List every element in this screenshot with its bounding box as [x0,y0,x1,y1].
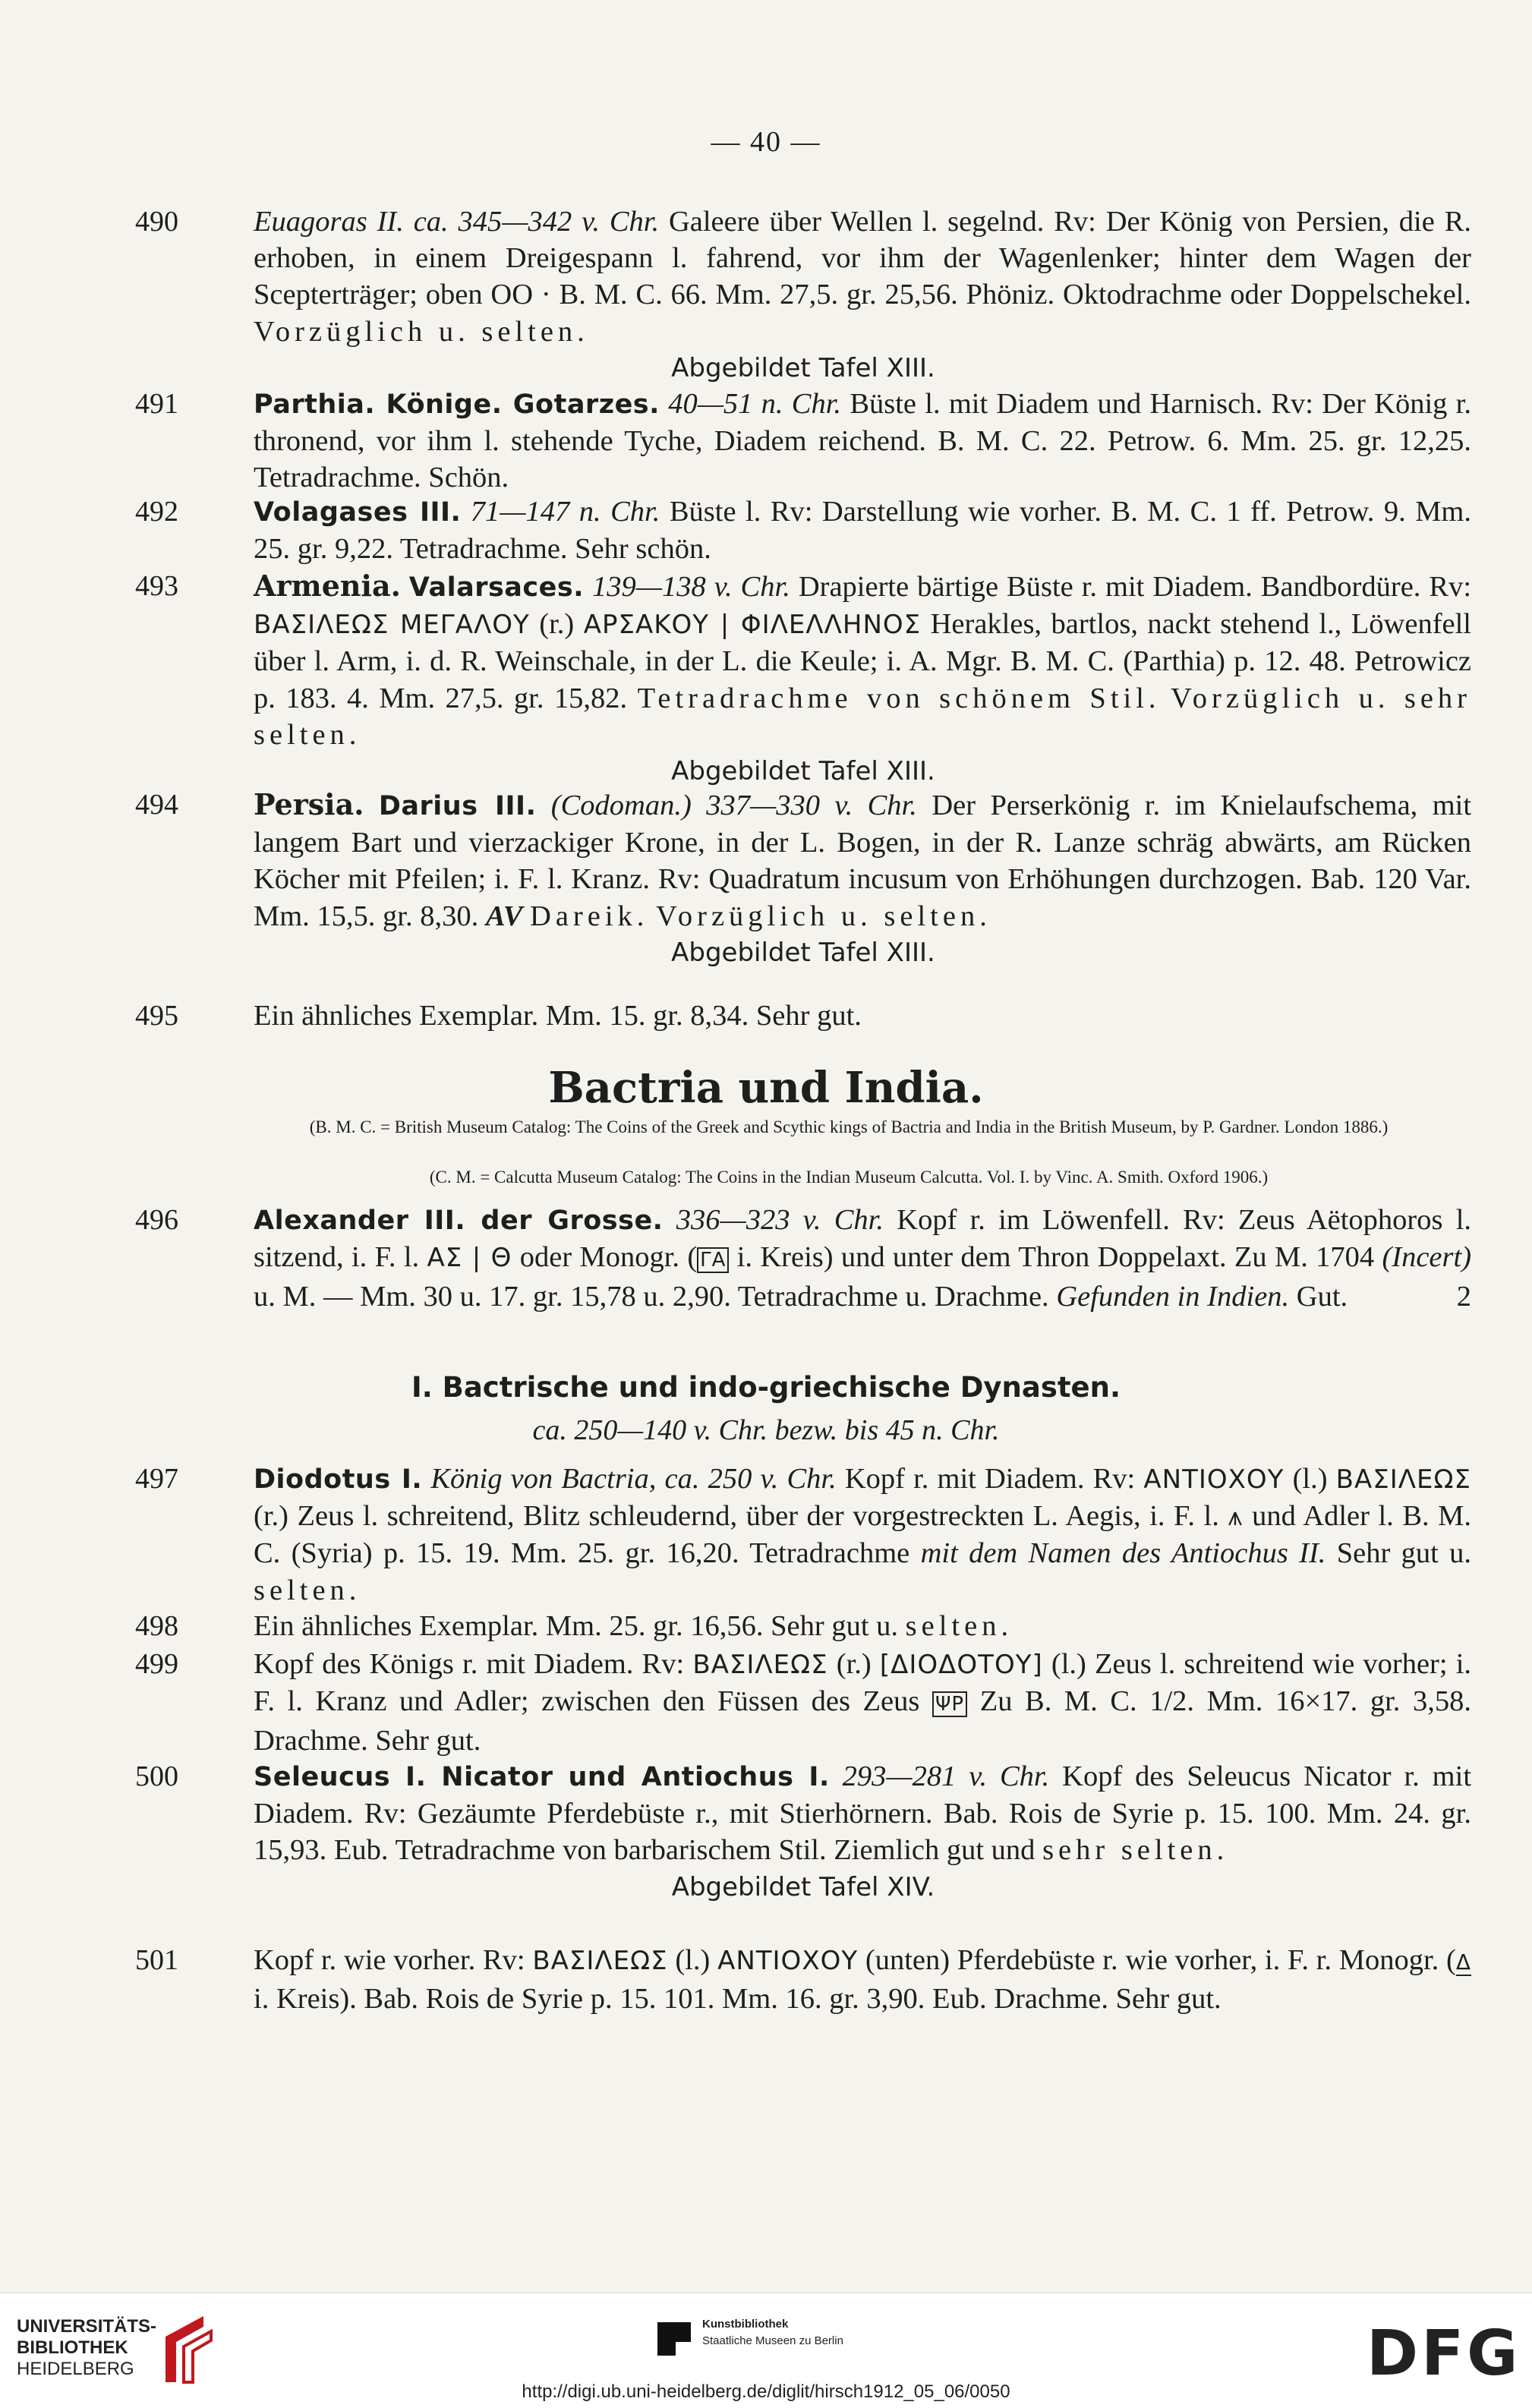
entry-text: (l.) [1292,1463,1328,1495]
metal-symbol: AV [485,900,523,932]
entry-text: Zu B. M. C. 1/2. Mm. 16×17. gr. 3,58. Drachme. Sehr gut. [254,1685,1471,1757]
catalog-entry-499 [135,1646,1471,1760]
entry-text: (r.) [539,608,575,641]
greek-legend: ΑΝΤΙΟΧΟΥ [1143,1464,1285,1495]
entry-text: Galeere über Wellen l. segelnd. Rv: Der König von Persien, die R. erhoben, in einem Dreigespann l. fahrend, vor ihm der Wagenlenker; hinter dem Wagen der Scepterträger; oben OO · B. M. C. 66. Mm. 27,5. gr. 25,56. Phöniz. Oktodrachme oder Doppelschekel. [254,206,1471,311]
greek-legend: ΑΣ | Θ [427,1243,512,1274]
greek-legend: ΑΝΤΙΟΧΟΥ [717,1946,859,1976]
entry-text: (unten) Pferdebüste r. wie vorher, i. F. r. Monogr. ( [865,1944,1456,1976]
ruler-name: Parthia. Könige. Gotarzes. [254,389,660,420]
entry-text: Ein ähnliches Exemplar. Mm. 25. gr. 16,56. Sehr gut u. [254,1610,899,1642]
catalog-entry-494 [135,786,1471,971]
name-note: mit dem Namen des Antiochus II. [920,1537,1326,1570]
ruler-name: Seleucus I. Nicator und Antiochus I. [254,1762,830,1792]
greek-legend: ΑΡΣΑΚΟΥ | ΦΙΛΕΛΛΗΝΟΣ [583,610,922,641]
dfg-logo: DFG [1367,2318,1521,2390]
entry-number: 497 [135,1463,178,1495]
greek-legend: ΒΑΣΙΛΕΩΣ [1335,1464,1471,1495]
entry-number: 501 [135,1944,178,1976]
region-name: Persia. [254,787,364,821]
entry-number: 499 [135,1648,178,1680]
ruler-name: Alexander III. der Grosse. [254,1206,664,1236]
kb-line-1: Kunstbibliothek [702,2318,789,2331]
entry-text: (l.) [675,1944,711,1976]
ruler-date: 139—138 v. Chr. [592,571,790,603]
coin-type: Dareik. [530,900,649,932]
entry-text: Kopf r. im Löwenfell. Rv: Zeus Aëtophoros l. sitzend, i. F. l. [254,1204,1472,1274]
entry-text: oder Monogr. ( [519,1241,698,1274]
monogram: ΓΑ [697,1247,729,1273]
entry-text: (r.) [836,1648,872,1680]
catalog-entry-491 [135,386,1471,496]
entry-text: u. M. — Mm. 30 u. 17. gr. 15,78 u. 2,90. Tetradrachme u. Drachme. [254,1281,1049,1313]
ruler-date: 71—147 n. Chr. [470,496,660,528]
catalog-entry-495 [135,998,1471,1034]
find-note: Gefunden in Indien. [1056,1281,1290,1313]
entry-number: 496 [135,1204,178,1236]
footer-bar [0,2293,1532,2408]
ruler-description: König von Bactria, ca. 250 v. Chr. [430,1463,837,1495]
bibliography-note: (B. M. C. = British Museum Catalog: The Coins of the Greek and Scythic kings of Bactria and India in the British Museum, by P. Gardner. London 1886.) [309,1117,1389,1136]
style-note: Tetradrachme von schönem Stil. [637,682,1161,714]
ruler-alias: (Codoman.) [550,790,692,821]
ub-line-2: BIBLIOTHEK [17,2337,128,2358]
entry-number: 491 [135,388,178,420]
grade-rarity: sehr selten. [1042,1834,1229,1867]
grade-rarity: selten. [905,1610,1013,1642]
kunstbibliothek-logo-icon [654,2319,694,2359]
catalog-entry-500 [135,1758,1471,1905]
entry-text: Herakles, bartlos, nackt stehend l., Löwenfell über l. Arm, i. d. R. Weinschale, in der L. die Keule; i. A. Mgr. B. M. C. (Parthia) p. 12. 48. Petrowicz p. 183. 4. Mm. 27,5. gr. 15,82. [254,608,1471,714]
entry-text: i. Kreis). Bab. Rois de Syrie p. 15. 101. Mm. 16. gr. 3,90. Eub. Drachme. Sehr gut. [254,1983,1222,2016]
grade: Sehr gut u. [1336,1537,1471,1570]
entry-number: 490 [135,206,178,238]
plate-reference: Abgebildet Tafel XIII. [671,352,935,383]
greek-legend: ΒΑΣΙΛΕΩΣ [532,1946,668,1976]
entry-text: Der Perserkönig r. im Knielaufschema, mit langem Bart und vierzackiger Krone, in der L. Bogen, in der R. Lanze schräg abwärts, am Rücken Köcher mit Pfeilen; i. F. l. Kranz. Rv: Quadratum incusum von Erhöhungen durchzogen. Bab. 120 Var. Mm. 15,5. gr. 8,30. [254,790,1472,932]
subsection-date: ca. 250—140 v. Chr. bezw. bis 45 n. Chr. [532,1414,1000,1446]
entry-text: (l.) Zeus l. schreitend wie vorher; i. F. l. Kranz und Adler; zwischen den Füssen des Zeus [254,1648,1472,1718]
entry-text: Kopf des Seleucus Nicator r. mit Diadem. Rv: Gezäumte Pferdebüste r., mit Stierhörnern. Bab. Rois de Syrie p. 15. 100. Mm. 24. gr. 15,93. Eub. Tetradrachme von barbarischem Stil. Ziemlich gut und [254,1760,1472,1867]
grade: Vorzüglich u. selten. [656,900,991,932]
entry-text: Ein ähnliches Exemplar. Mm. 15. gr. 8,34. Sehr gut. [254,1000,862,1032]
subsection-title: I. Bactrische und indo-griechische Dynasten. [411,1371,1121,1404]
kunstbibliothek-label [702,2316,843,2350]
entry-text: Drapierte bärtige Büste r. mit Diadem. Bandbordüre. Rv: [798,571,1472,603]
page-number: — 40 — [711,126,821,158]
plate-reference: Abgebildet Tafel XIII. [671,756,935,787]
catalog-entry-496 [135,1202,1471,1316]
entry-text: Kopf r. mit Diadem. Rv: [844,1463,1136,1495]
catalog-entry-492 [135,493,1471,567]
greek-legend: [ΔΙΟΔΟΤΟΥ] [879,1650,1043,1680]
plate-reference: Abgebildet Tafel XIV. [671,1871,935,1902]
symbol-icon: ⩚ [1228,1502,1244,1533]
grade-rarity: selten. [254,1574,361,1606]
source-url[interactable]: http://digi.ub.uni-heidelberg.de/diglit/hirsch1912_05_06/0050 [522,2381,1010,2402]
kb-line-2: Staatliche Museen zu Berlin [702,2334,843,2347]
entry-number: 493 [135,570,178,602]
ruler-name: Darius III. [378,791,537,821]
ub-line-1: UNIVERSITÄTS- [17,2316,157,2337]
entry-text: i. Kreis) und unter dem Thron Doppelaxt. Zu M. 1704 [736,1241,1375,1274]
catalog-entry-498 [135,1608,1471,1644]
ruler-name: Valarsaces. [408,572,585,603]
ruler-name: Diodotus I. [254,1464,423,1495]
monogram: ΨΡ [932,1691,967,1717]
entry-text: (r.) Zeus l. schreitend, Blitz schleudernd, über der vorgestreckten L. Aegis, i. F. l. [254,1500,1219,1533]
ruler-date: 40—51 n. Chr. [668,388,842,420]
entry-number: 500 [135,1760,178,1792]
catalog-entry-501 [135,1942,1471,2017]
monogram: Δ [1455,1949,1472,1975]
grade: Vorzüglich u. sehr selten. [254,682,1471,751]
section-title: Bactria und India. [548,1063,984,1113]
greek-legend: ΒΑΣΙΛΕΩΣ [692,1650,828,1680]
entry-text: Kopf des Königs r. mit Diadem. Rv: [254,1648,685,1680]
plate-reference: Abgebildet Tafel XIII. [671,937,935,968]
bibliography-note: (C. M. = Calcutta Museum Catalog: The Coins in the Indian Museum Calcutta. Vol. I. by Vinc. A. Smith. Oxford 1906.) [429,1168,1269,1187]
entry-text: Kopf r. wie vorher. Rv: [254,1944,525,1976]
grade: Gut. [1296,1281,1348,1313]
entry-number: 492 [135,496,178,528]
ruler-name: Volagases III. [254,497,462,528]
entry-number: 495 [135,1000,178,1032]
ub-heidelberg-label [17,2316,156,2380]
catalog-entry-497 [135,1461,1471,1609]
ub-line-3: HEIDELBERG [17,2359,134,2379]
incert-note: (Incert) [1382,1241,1472,1274]
ruler-date: 337—330 v. Chr. [706,790,917,821]
entry-number: 498 [135,1610,178,1642]
entry-text: Büste l. mit Diadem und Harnisch. Rv: Der König r. thronend, vor ihm l. stehende Tyche, Diadem reichend. B. M. C. 22. Petrow. 6. Mm. 25. gr. 12,25. Tetradrachme. Schön. [254,388,1472,494]
ruler-date: 293—281 v. Chr. [842,1760,1050,1792]
ruler-name: Euagoras II. ca. 345—342 v. Chr. [254,206,660,238]
catalog-entry-493 [135,568,1471,790]
ruler-date: 336—323 v. Chr. [676,1204,884,1236]
grade: Vorzüglich u. selten. [254,315,589,348]
catalog-entry-490 [135,203,1471,386]
region-name: Armenia. [254,569,401,603]
entry-number: 494 [135,789,178,821]
entry-text: Büste l. Rv: Darstellung wie vorher. B. M. C. 1 ff. Petrow. 9. Mm. 25. gr. 9,22. Tetradrachme. Sehr schön. [254,496,1472,566]
entry-text: und Adler l. B. M. C. (Syria) p. 15. 19. Mm. 25. gr. 16,20. Tetradrachme [254,1500,1472,1570]
item-count: 2 [1456,1281,1471,1313]
greek-legend: ΒΑΣΙΛΕΩΣ ΜΕΓΑΛΟΥ [254,610,530,641]
